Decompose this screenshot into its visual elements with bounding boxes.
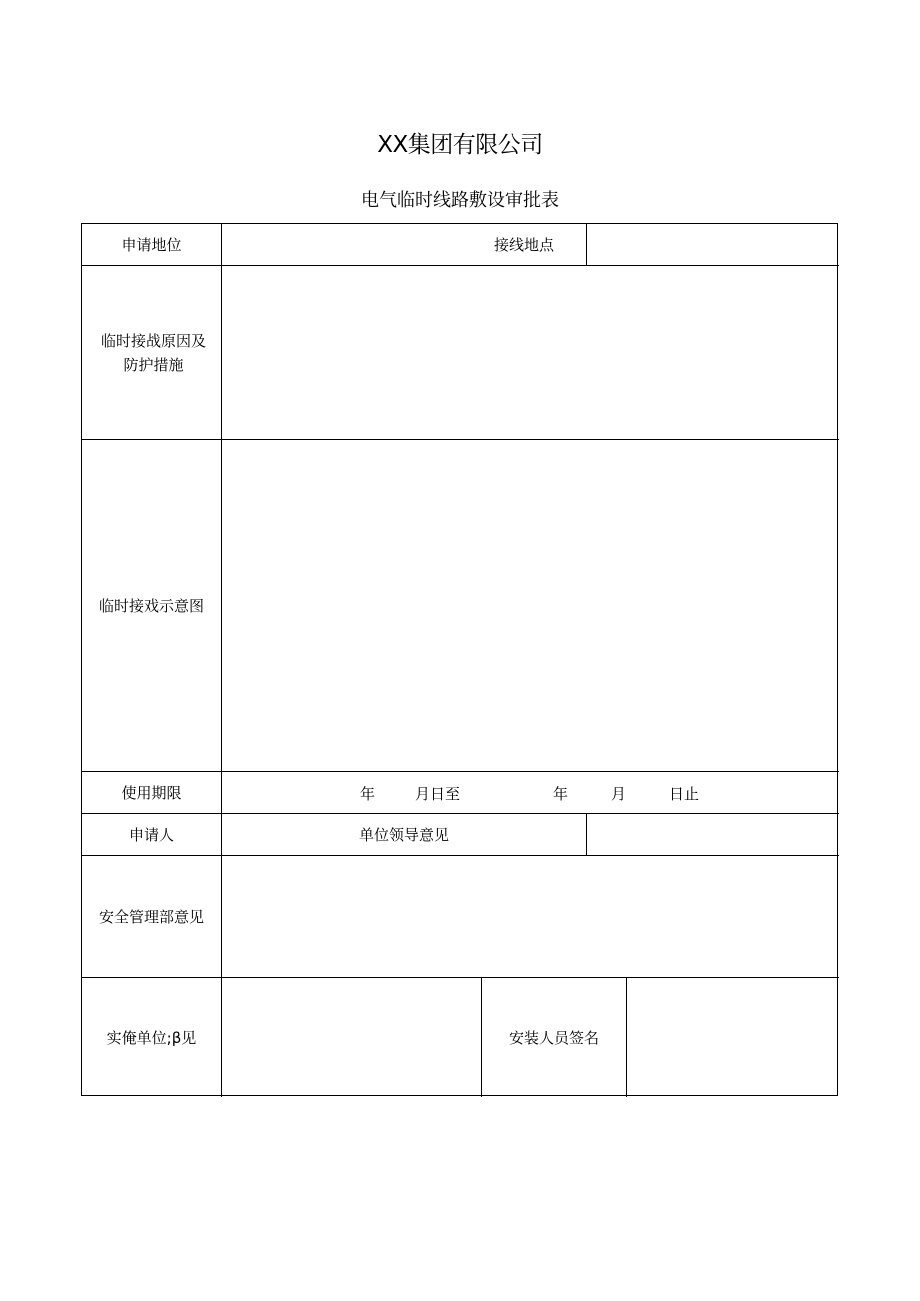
period-year-start: 年 xyxy=(360,785,376,803)
installer-signature-field[interactable] xyxy=(627,978,839,1097)
reason-label: 临时接战原因及防护措施 xyxy=(100,331,206,374)
period-month-end: 月 xyxy=(611,785,627,803)
approval-form-table xyxy=(81,223,838,1096)
unit-leader-field[interactable] xyxy=(587,814,839,855)
reason-field[interactable] xyxy=(222,266,839,439)
implement-unit-label: 实俺单位;β见 xyxy=(106,1028,197,1047)
applicant-unit-label: 申请地位 xyxy=(121,235,182,254)
form-title: 电气临时线路敷设审批表 xyxy=(361,190,559,211)
unit-leader-label: 单位领导意见 xyxy=(358,825,449,844)
implement-unit-field[interactable] xyxy=(222,978,481,1097)
wiring-location-label: 接线地点 xyxy=(493,235,554,254)
period-year-end: 年 xyxy=(553,785,569,803)
installer-label: 安装人员签名 xyxy=(508,1028,599,1047)
period-day-end: 日止 xyxy=(669,785,700,803)
safety-dept-label: 安全管理部意见 xyxy=(98,907,204,926)
period-label: 使用期限 xyxy=(121,783,182,802)
safety-dept-field[interactable] xyxy=(222,856,839,977)
diagram-label: 临时接戏示意图 xyxy=(98,596,204,615)
wiring-location-field[interactable] xyxy=(587,224,839,265)
applicant-label: 申请人 xyxy=(128,825,174,844)
diagram-field[interactable] xyxy=(222,440,839,771)
period-month-day-to: 月日至 xyxy=(415,785,461,803)
company-name: XX集团有限公司 xyxy=(377,132,543,158)
